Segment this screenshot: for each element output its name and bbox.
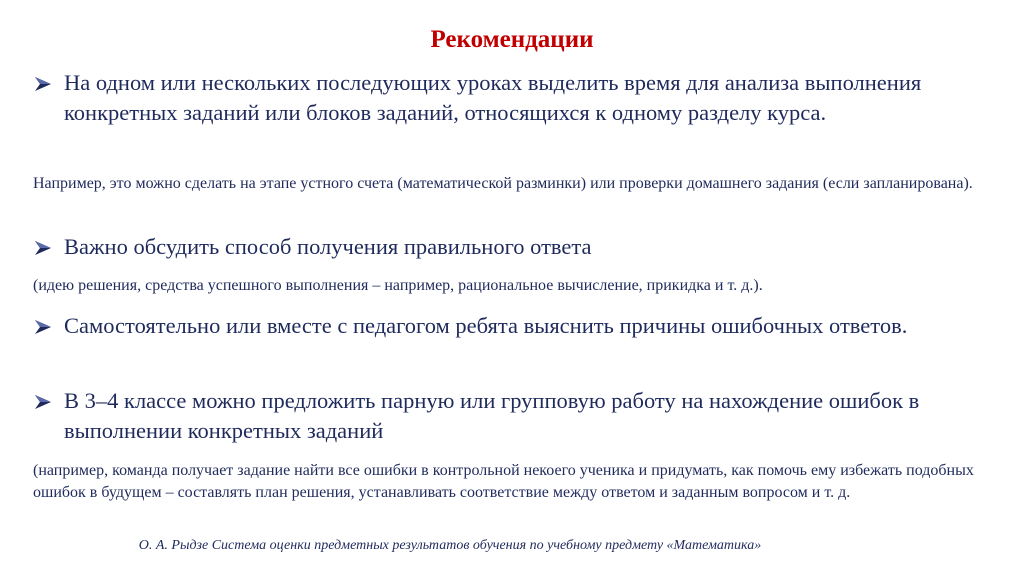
bullet-item-group-work: [32, 386, 972, 446]
arrow-bullet-icon: [32, 311, 56, 341]
note-team-task-example: (например, команда получает задание найти все ошибки в контрольной некоего ученика и придумать, как помочь ему избежать подобных ошибок в будущем – составлять план решения, устанавливать соответствие между ответом и заданным вопросом и т. д.: [33, 462, 974, 501]
bullet-item-analysis-time: [32, 68, 972, 128]
note-solution-idea: (идею решения, средства успешного выполнения – например, рациональное вычисление, прикидка и т. д.).: [33, 277, 763, 294]
bullet-item-find-error-causes: [32, 311, 972, 341]
arrow-bullet-icon: [32, 68, 56, 98]
note-example-oral-count: Например, это можно сделать на этапе устного счета (математической разминки) или проверки домашнего задания (если запланирована).: [33, 175, 973, 192]
bullet-text: Важно обсудить способ получения правильного ответа: [64, 234, 592, 259]
bullet-text: На одном или нескольких последующих уроках выделить время для анализа выполнения конкретных заданий или блоков заданий, относящихся к одному разделу курса.: [64, 70, 922, 125]
arrow-bullet-icon: [32, 232, 56, 262]
slide-title: Рекомендации: [430, 26, 594, 53]
footer-citation: О. А. Рыдзе Система оценки предметных результатов обучения по учебному предмету «Математика»: [138, 538, 762, 553]
arrow-bullet-icon: [32, 386, 56, 416]
bullet-text: В 3–4 классе можно предложить парную или групповую работу на нахождение ошибок в выполнении конкретных заданий: [64, 388, 920, 443]
bullet-item-discuss-method: [32, 232, 972, 262]
bullet-text: Самостоятельно или вместе с педагогом ребята выяснить причины ошибочных ответов.: [64, 313, 908, 338]
